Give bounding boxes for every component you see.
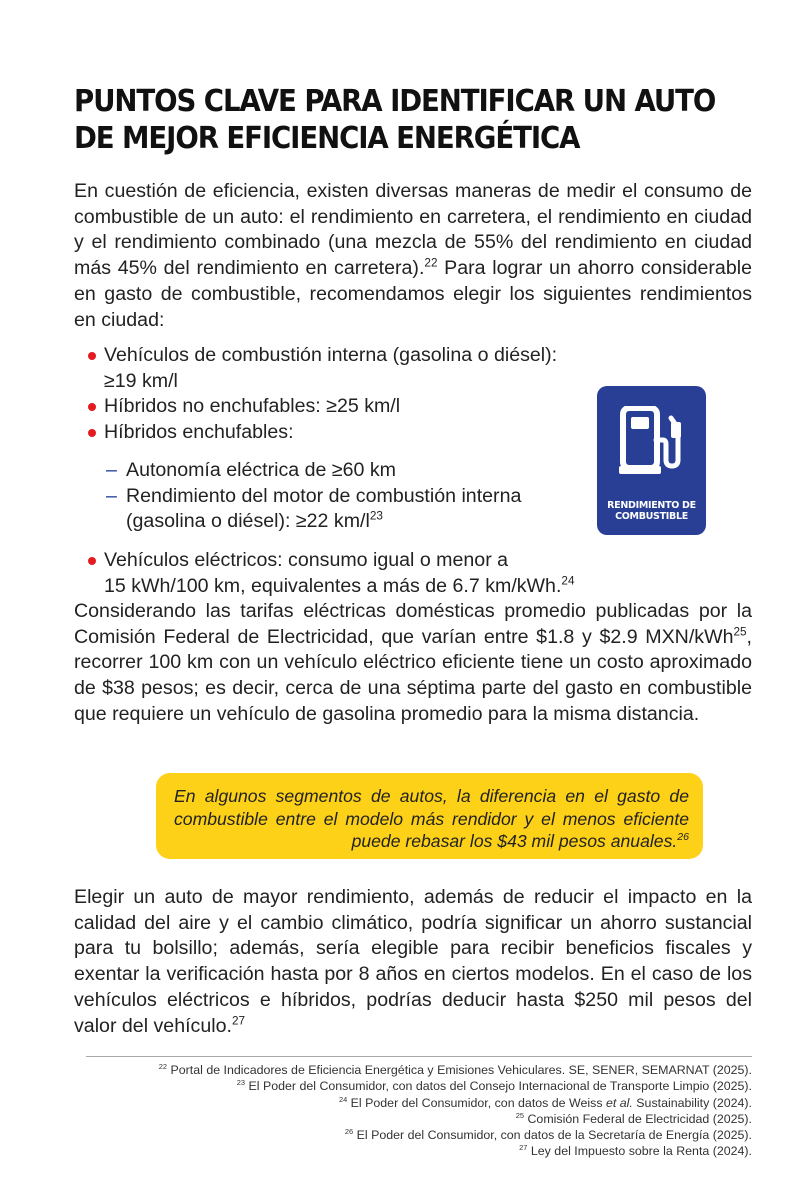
footnote-27: $^{27}$ Ley del Impuesto sobre la Renta (2024). bbox=[519, 1143, 752, 1159]
list-item-combustion: Vehículos de combustión interna (gasolina o diésel): ≥19 km/l bbox=[88, 343, 588, 394]
footnote-24: $^{24}$ El Poder del Consumidor, con datos de Weiss et al. Sustainability (2024). bbox=[338, 1094, 752, 1110]
intro-text-2: Para lograr un ahorro considerable en gasto de combustible, recomendamos elegir los siguientes rendimientos en ciudad: bbox=[74, 257, 752, 331]
footnote-ref-25: 25 bbox=[733, 625, 747, 639]
page-title-line-1: PUNTOS CLAVE PARA IDENTIFICAR UN AUTO bbox=[74, 84, 716, 119]
dash-marker: – bbox=[106, 484, 117, 507]
footnote-ref-22: 22 bbox=[424, 256, 438, 270]
dash-marker: – bbox=[106, 458, 117, 481]
intro-text: En cuestión de eficiencia, existen diversas maneras de medir el consumo de combustible de un auto: el rendimiento en carretera, el rendimiento en ciudad y el rendimiento combinado (una mezcla de 55% del rendimiento en ciudad más 45% del rendimiento en carretera). bbox=[74, 180, 752, 280]
fuel-efficiency-label: RENDIMIENTO DE COMBUSTIBLE bbox=[607, 500, 696, 522]
footnote-23: $^{23}$ El Poder del Consumidor, con datos del Consejo Internacional de Transporte Limpio (2025). bbox=[236, 1078, 752, 1094]
page-title-line-2: DE MEJOR EFICIENCIA ENERGÉTICA bbox=[74, 121, 580, 156]
list-item-electric-vehicles: Vehículos eléctricos: consumo igual o menor a bbox=[88, 548, 588, 574]
footnote-25: $^{25}$ Comisión Federal de Electricidad (2025). bbox=[515, 1110, 752, 1126]
footnote-22: $^{22}$ Portal de Indicadores de Eficiencia Energética y Emisiones Vehiculares. SE, SENER, SEMARNAT (2025). bbox=[158, 1061, 752, 1077]
sublist-item-engine-efficiency-cont: (gasolina o diésel): ≥22 $km/l^{23}$ bbox=[126, 509, 383, 533]
fuel-efficiency-badge bbox=[597, 386, 706, 535]
sublist-item-engine-efficiency: – Rendimiento del motor de combustión interna bbox=[88, 484, 588, 510]
footnote-ref-27: 27 bbox=[231, 1013, 246, 1027]
footnote-26: $^{26}$ El Poder del Consumidor, con datos de la Secretaría de Energía (2025). bbox=[344, 1127, 752, 1143]
footnote-ref-24: 24 bbox=[561, 574, 575, 588]
efficiency-list bbox=[88, 343, 588, 599]
footnote-ref-23: 23 bbox=[369, 509, 383, 523]
fuel-pump-icon bbox=[619, 406, 685, 476]
footnote-ref-26: 26 bbox=[677, 831, 689, 844]
cost-paragraph: Considerando las tarifas eléctricas domésticas promedio publicadas por la Comisión Federal de Electricidad, que varían entre $1.8 y $2.9 MXN/kWh$^{25}$, recorrer 100 km con un vehículo eléctrico eficiente tiene un costo aproximado de $38 pesos; es decir, cerca de una séptima parte del gasto en combustible que requiere un vehículo de gasolina promedio para la misma distancia. bbox=[74, 600, 752, 725]
highlight-callout: En algunos segmentos de autos, la diferencia en el gasto de combustible entre el modelo más rendidor y el menos eficiente puede rebasar los $43 mil pesos anuales.$^{26}$ bbox=[156, 773, 703, 859]
intro-paragraph bbox=[74, 179, 752, 333]
footnotes bbox=[74, 1062, 752, 1160]
sublist-item-electric-range: – Autonomía eléctrica de ≥60 km bbox=[88, 458, 588, 484]
list-item-non-plugin-hybrids: Híbridos no enchufables: ≥25 km/l bbox=[88, 394, 588, 420]
page-title bbox=[74, 83, 716, 157]
list-item-plugin-hybrids: Híbridos enchufables: bbox=[88, 420, 588, 446]
footnote-divider bbox=[86, 1056, 752, 1057]
closing-paragraph: Elegir un auto de mayor rendimiento, además de reducir el impacto en la calidad del aire y el cambio climático, podría significar un ahorro sustancial para tu bolsillo; además, sería elegible para recibir beneficios fiscales y exentar la verificación hasta por 8 años en ciertos modelos. En el caso de los vehículos eléctricos e híbridos, podrías deducir hasta $250 mil pesos del valor del vehículo.$^{27}$ bbox=[74, 886, 752, 1037]
list-item-electric-vehicles-cont: 15 kWh/100 km, equivalentes a más de 6.7 km/kWh.$^{24}$ bbox=[104, 574, 575, 597]
